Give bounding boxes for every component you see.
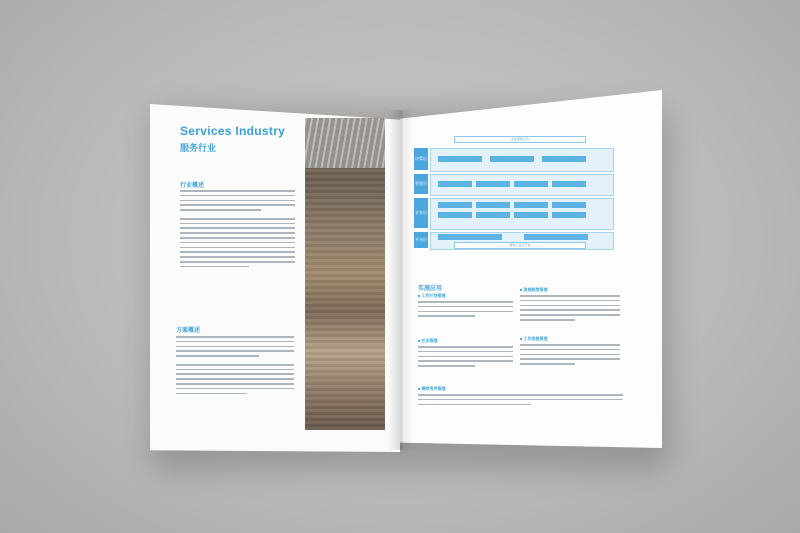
solution-text: [176, 336, 294, 397]
layer-label-management: 管理层: [414, 174, 428, 194]
bullet-heading: ■ 任务管理: [418, 338, 438, 344]
diagram-box: [490, 156, 534, 162]
diagram-box: [542, 156, 586, 162]
bullet-heading: ■ 工作流程管理: [520, 336, 548, 342]
diagram-bottom-label: 移动工业云平台: [454, 242, 586, 249]
diagram-box: [438, 212, 472, 218]
bullet-text: [418, 346, 513, 370]
diagram-box: [438, 156, 482, 162]
bullet-heading: ■ 工作计划管理: [418, 293, 446, 299]
diagram-box: [552, 181, 586, 187]
diagram-box: [438, 234, 502, 240]
diagram-box: [438, 202, 472, 208]
section-solution-heading: 方案概述: [176, 328, 201, 334]
bullet-heading: ■ 绩效考评管理: [418, 386, 446, 392]
bullet-text: [418, 394, 623, 408]
layer-label-platform: 平台层: [414, 232, 428, 248]
diagram-box: [514, 202, 548, 208]
title-cn: 服务行业: [180, 143, 217, 153]
title-en: Services Industry: [180, 124, 286, 138]
layer-label-business: 业务层: [414, 198, 428, 228]
implementation-heading: 实施应用: [418, 286, 443, 292]
diagram-top-label: 企业流程平台: [454, 136, 586, 143]
diagram-box: [552, 212, 586, 218]
architecture-diagram: [414, 136, 614, 252]
diagram-box: [476, 181, 510, 187]
bullet-heading: ■ 流程制度管理: [520, 287, 548, 293]
diagram-box: [476, 212, 510, 218]
bullet-text: [520, 295, 620, 324]
bullet-text: [520, 344, 620, 368]
section-overview-heading: 行业概述: [180, 183, 205, 189]
diagram-box: [514, 212, 548, 218]
brochure-spine: [388, 110, 414, 450]
diagram-box: [524, 234, 588, 240]
bullet-text: [418, 301, 513, 320]
diagram-box: [552, 202, 586, 208]
overview-text: [180, 190, 295, 271]
warehouse-roof: [305, 118, 385, 168]
diagram-box: [438, 181, 472, 187]
diagram-box: [476, 202, 510, 208]
diagram-box: [514, 181, 548, 187]
layer-label-decision: 决策层: [414, 148, 428, 170]
